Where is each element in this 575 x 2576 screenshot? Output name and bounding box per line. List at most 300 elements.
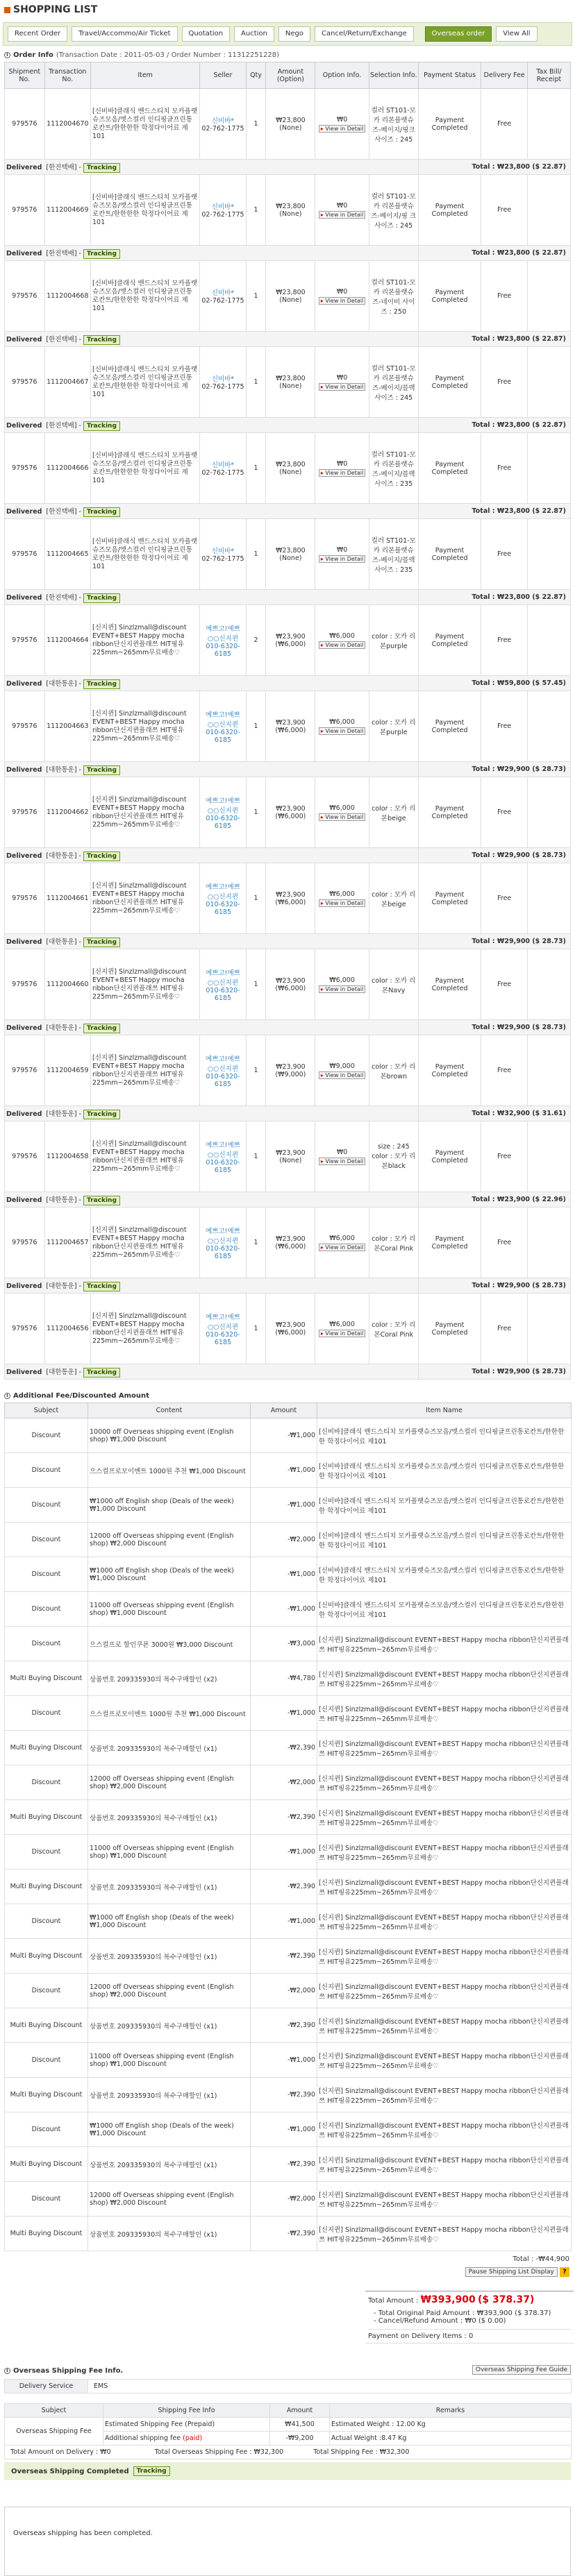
seller-phone: 02-762-1775 [201, 211, 244, 219]
qty: 2 [246, 605, 266, 676]
tab-bar [3, 22, 572, 46]
seller-link[interactable]: 신비바* [211, 203, 235, 211]
transaction-no: 1112004656 [44, 1294, 90, 1364]
discount-row [5, 1974, 572, 2008]
selection-info: color : 모카 리본Coral Pink [369, 1294, 418, 1364]
shipment-no: 979576 [5, 949, 45, 1020]
item-name[interactable]: [신지퀸] Sinzlzmall@discount EVENT+BEST Happy mocha ribbon단신지퀸플래쯔 HIT핑유225mm~265mm무료배송♡ [91, 1208, 200, 1278]
amount: ₩23,900 [276, 632, 306, 641]
qty: 1 [246, 1294, 266, 1364]
option-price: ₩0 [336, 201, 348, 210]
seller-link[interactable]: 신비바* [211, 117, 235, 125]
courier-name: [대한통운] [46, 938, 77, 946]
delivery-status: Delivered [6, 1368, 42, 1376]
delivery-status-cell [5, 934, 419, 949]
amount: ₩23,800 [276, 546, 306, 554]
selection-info: color : 모카 리본purple [369, 691, 418, 762]
tracking-button[interactable]: Tracking [83, 593, 120, 603]
option-cell [315, 1035, 369, 1106]
seller-link[interactable]: 신비바* [211, 461, 235, 469]
delivery-status: Delivered [6, 421, 42, 430]
pause-shipping-list-button[interactable]: Pause Shipping List Display [465, 2267, 558, 2277]
view-detail-button[interactable]: ▸ View in Detail [319, 899, 366, 907]
tab-5[interactable]: Cancel/Return/Exchange [315, 26, 414, 42]
item-name[interactable]: [신지퀸] Sinzlzmall@discount EVENT+BEST Happy mocha ribbon단신지퀸플래쯔 HIT핑유225mm~265mm무료배송♡ [91, 949, 200, 1020]
delivery-service-table [4, 2379, 572, 2393]
discount-col-0: Subject [5, 1403, 88, 1418]
detail-arrow-icon: ▸ [320, 1330, 326, 1337]
amount: ₩23,900 [276, 890, 306, 899]
item-name[interactable]: [신지퀸] Sinzlzmall@discount EVENT+BEST Happy mocha ribbon단신지퀸플래쯔 HIT핑유225mm~265mm무료배송♡ [91, 691, 200, 762]
info-icon: i [4, 52, 10, 58]
seller-cell [200, 519, 246, 590]
discount-content: 상품번호 209335930의 복수구매할인 (x1) [88, 2217, 251, 2251]
discount-item: [신비바]클래식 밴드스티치 모카플랫슈즈모음/엣스컬러 인디핑글프린통로칸트/한한한한 학정다이어료 제101 [317, 1592, 572, 1627]
delivery-status-cell [5, 504, 419, 519]
seller-cell [200, 691, 246, 762]
seller-phone: 02-762-1775 [201, 555, 244, 563]
payment-status: Payment Completed [418, 433, 481, 504]
amount-cell [266, 1035, 315, 1106]
option-price: ₩0 [336, 373, 348, 382]
delivery-status-cell [5, 160, 419, 175]
order-row [5, 1035, 571, 1106]
discount-row [5, 1488, 572, 1523]
option-price: ₩6,000 [329, 1320, 355, 1328]
discount-row [5, 1696, 572, 1731]
tax-bill [527, 1294, 570, 1364]
total-amount-usd: ($ 378.37) [477, 2294, 535, 2305]
tracking-button[interactable]: Tracking [83, 1196, 120, 1205]
view-detail-button[interactable]: ▸ View in Detail [319, 125, 366, 133]
seller-link[interactable]: 신비바* [211, 375, 235, 383]
courier-name: [대한통운] [46, 1110, 77, 1118]
tracking-button[interactable]: Tracking [83, 1110, 120, 1119]
tab-3[interactable]: Auction [234, 26, 274, 42]
courier-name: [대한통운] [46, 765, 77, 774]
tracking-button[interactable]: Tracking [83, 421, 120, 431]
amount-cell [266, 777, 315, 848]
payment-status: Payment Completed [418, 691, 481, 762]
seller-link[interactable]: 예쁘고!예쁘 ○○신지퀸 010-6320-6185 [206, 1055, 240, 1088]
discount-amount: -₩2,390 [251, 1800, 317, 1835]
item-name[interactable]: [신지퀸] Sinzlzmall@discount EVENT+BEST Happy mocha ribbon단신지퀸플래쯔 HIT핑유225mm~265mm무료배송♡ [91, 863, 200, 934]
seller-cell [200, 863, 246, 934]
amount-option: (₩6,000) [275, 898, 306, 906]
cancel-refund-line: - Cancel/Refund Amount : ₩0 ($ 0.00) [374, 2317, 506, 2325]
payment-status: Payment Completed [418, 1121, 481, 1192]
payment-status: Payment Completed [418, 863, 481, 934]
qty: 1 [246, 1035, 266, 1106]
detail-arrow-icon: ▸ [320, 211, 326, 218]
order-col-10: Tax Bill/ Receipt [527, 62, 570, 89]
overseas-tracking-button[interactable]: Tracking [133, 2466, 170, 2476]
delivery-status: Delivered [6, 679, 42, 688]
delivery-fee: Free [481, 519, 527, 590]
order-info-meta: (Transaction Date : 2011-05-03 / Order Number : 11312251228) [56, 51, 279, 59]
discount-amount: -₩2,390 [251, 1731, 317, 1765]
seller-cell [200, 1294, 246, 1364]
shipment-no: 979576 [5, 1208, 45, 1278]
seller-link[interactable]: 예쁘고!예쁘 ○○신지퀸 010-6320-6185 [206, 1141, 240, 1174]
discount-amount: -₩1,000 [251, 1592, 317, 1627]
row-total: Total : ₩23,800 ($ 22.87) [418, 246, 570, 261]
order-summary [365, 2291, 574, 2344]
discount-amount: -₩1,000 [251, 2043, 317, 2078]
item-name[interactable]: [신지퀸] Sinzlzmall@discount EVENT+BEST Happy mocha ribbon단신지퀸플래쯔 HIT핑유225mm~265mm무료배송♡ [91, 1121, 200, 1192]
item-name[interactable]: [신비바]클래식 밴드스티치 모카플랫슈즈모음/엣스컬러 인디핑글프린통로칸트/한한한한 학정다이어료 제101 [91, 89, 200, 160]
option-cell [315, 691, 369, 762]
discount-item: [신지퀸] Sinzlzmall@discount EVENT+BEST Happy mocha ribbon단신지퀸플래쯔 HIT핑유225mm~265mm무료배송♡ [317, 2112, 572, 2147]
delivery-status: Delivered [6, 1024, 42, 1032]
shipping-message: Overseas shipping has been completed. [4, 2507, 571, 2576]
qty: 1 [246, 949, 266, 1020]
discount-subject: Discount [5, 1835, 88, 1870]
tax-bill [527, 433, 570, 504]
order-table-header [5, 62, 571, 89]
item-name[interactable]: [신지퀸] Sinzlzmall@discount EVENT+BEST Happy mocha ribbon단신지퀸플래쯔 HIT핑유225mm~265mm무료배송♡ [91, 777, 200, 848]
view-detail-button[interactable]: ▸ View in Detail [319, 1071, 366, 1079]
courier-name: [대한통운] [46, 1024, 77, 1032]
seller-cell [200, 433, 246, 504]
row-total: Total : ₩23,800 ($ 22.87) [418, 418, 570, 433]
delivery-status-row [5, 1020, 571, 1035]
amount: ₩23,900 [276, 718, 306, 727]
amount-cell [266, 347, 315, 418]
ship-col-1: Shipping Fee Info [103, 2404, 270, 2418]
shipment-no: 979576 [5, 777, 45, 848]
payment-status: Payment Completed [418, 1294, 481, 1364]
shipment-no: 979576 [5, 261, 45, 332]
discount-amount: -₩2,000 [251, 1765, 317, 1800]
seller-phone: 02-762-1775 [201, 469, 244, 477]
seller-cell [200, 175, 246, 246]
amount-cell [266, 605, 315, 676]
tax-bill [527, 261, 570, 332]
order-col-6: Option Info. [315, 62, 369, 89]
view-detail-button[interactable]: ▸ View in Detail [319, 813, 366, 821]
order-col-8: Payment Status [418, 62, 481, 89]
info-icon: i [4, 1393, 10, 1399]
discount-amount: -₩2,000 [251, 1523, 317, 1557]
discount-content: 11000 off Overseas shipping event (English shop) ₩1,000 Discount [88, 1592, 251, 1627]
discount-subject: Discount [5, 2112, 88, 2147]
seller-cell [200, 347, 246, 418]
tracking-button[interactable]: Tracking [83, 765, 120, 775]
selection-info: color : 모카 리본beige [369, 777, 418, 848]
seller-link[interactable]: 예쁘고!예쁘 ○○신지퀸 010-6320-6185 [206, 969, 240, 1002]
tax-bill [527, 519, 570, 590]
amount-cell [266, 519, 315, 590]
option-cell [315, 519, 369, 590]
page-title-text: SHOPPING LIST [13, 4, 98, 15]
discount-content: 12000 off Overseas shipping event (English shop) ₩2,000 Discount [88, 1523, 251, 1557]
tracking-button[interactable]: Tracking [83, 1368, 120, 1378]
shipment-no: 979576 [5, 1294, 45, 1364]
amount: ₩23,900 [276, 1321, 306, 1329]
discount-content: 으스컬프로모이벤트 1000원 추천 ₩1,000 Discount [88, 1696, 251, 1731]
seller-link[interactable]: 신비바* [211, 289, 235, 297]
option-price: ₩6,000 [329, 632, 355, 640]
tracking-button[interactable]: Tracking [83, 938, 120, 947]
discount-item: [신지퀸] Sinzlzmall@discount EVENT+BEST Happy mocha ribbon단신지퀸플래쯔 HIT핑유225mm~265mm무료배송♡ [317, 1696, 572, 1731]
seller-link[interactable]: 예쁘고!예쁘 ○○신지퀸 010-6320-6185 [206, 1227, 240, 1260]
discount-content: 으스컬프로모이벤트 1000원 추천 ₩1,000 Discount [88, 1453, 251, 1488]
delivery-status-cell [5, 1364, 419, 1380]
amount: ₩23,800 [276, 460, 306, 468]
discount-subject: Discount [5, 2182, 88, 2217]
detail-arrow-icon: ▸ [320, 1158, 326, 1164]
tax-bill [527, 89, 570, 160]
courier-name: [대한통운] [46, 851, 77, 860]
shipment-no: 979576 [5, 691, 45, 762]
delivery-fee: Free [481, 1121, 527, 1192]
view-detail-button[interactable]: ▸ View in Detail [319, 641, 366, 649]
item-name[interactable]: [신지퀸] Sinzlzmall@discount EVENT+BEST Happy mocha ribbon단신지퀸플래쯔 HIT핑유225mm~265mm무료배송♡ [91, 605, 200, 676]
ship-col-2: Amount [270, 2404, 330, 2418]
discount-amount: -₩4,780 [251, 1661, 317, 1696]
item-name[interactable]: [신비바]클래식 밴드스티치 모카플랫슈즈모음/엣스컬러 인디핑글프린통로칸트/한한한한 학정다이어료 제101 [91, 175, 200, 246]
transaction-no: 1112004668 [44, 261, 90, 332]
discount-item: [신비바]클래식 밴드스티치 모카플랫슈즈모음/엣스컬러 인디핑글프린통로칸트/한한한한 학정다이어료 제101 [317, 1557, 572, 1592]
view-detail-button[interactable]: ▸ View in Detail [319, 727, 366, 735]
payment-status: Payment Completed [418, 949, 481, 1020]
shipment-no: 979576 [5, 519, 45, 590]
overseas-shipping-fee-guide-button[interactable]: Overseas Shipping Fee Guide [472, 2365, 571, 2375]
view-detail-button[interactable]: ▸ View in Detail [319, 985, 366, 993]
view-detail-button[interactable]: ▸ View in Detail [319, 1158, 366, 1165]
overseas-shipping-completed: Overseas Shipping Completed Tracking [4, 2462, 571, 2480]
tax-bill [527, 777, 570, 848]
delivery-fee: Free [481, 347, 527, 418]
discount-row [5, 2217, 572, 2251]
shipment-no: 979576 [5, 1035, 45, 1106]
transaction-no: 1112004666 [44, 433, 90, 504]
tab-6[interactable]: Overseas order [425, 26, 492, 42]
tracking-button[interactable]: Tracking [83, 335, 120, 345]
tax-bill [527, 691, 570, 762]
info-icon: i [4, 2368, 10, 2374]
amount: ₩23,900 [276, 804, 306, 813]
delivery-fee: Free [481, 949, 527, 1020]
discount-subject: Discount [5, 1765, 88, 1800]
discount-subject: Discount [5, 1696, 88, 1731]
item-name[interactable]: [신지퀸] Sinzlzmall@discount EVENT+BEST Happy mocha ribbon단신지퀸플래쯔 HIT핑유225mm~265mm무료배송♡ [91, 1035, 200, 1106]
selection-info: 컬러 ST101-모카 리본플랫슈 즈-베이지/핑 크 사이즈 : 245 [369, 175, 418, 246]
payment-status: Payment Completed [418, 1208, 481, 1278]
transaction-no: 1112004664 [44, 605, 90, 676]
overseas-header [0, 2362, 575, 2378]
seller-link[interactable]: 예쁘고!예쁘 ○○신지퀸 010-6320-6185 [206, 797, 240, 830]
additional-fee-cell: Additional shipping fee (paid) [103, 2432, 270, 2446]
qty: 1 [246, 519, 266, 590]
delivery-status-cell [5, 1278, 419, 1294]
discount-subject: Multi Buying Discount [5, 1800, 88, 1835]
help-icon[interactable]: ? [560, 2267, 569, 2277]
discount-row [5, 1870, 572, 1904]
tracking-button[interactable]: Tracking [83, 249, 120, 259]
discount-row [5, 2078, 572, 2112]
tracking-button[interactable]: Tracking [83, 679, 120, 689]
shipment-no: 979576 [5, 347, 45, 418]
discount-row [5, 1731, 572, 1765]
option-price: ₩0 [336, 1148, 348, 1156]
item-name[interactable]: [신비바]클래식 밴드스티치 모카플랫슈즈모음/엣스컬러 인디핑글프린통로칸트/한한한한 학정다이어료 제101 [91, 347, 200, 418]
selection-info: color : 모카 리본beige [369, 863, 418, 934]
discount-item: [신지퀸] Sinzlzmall@discount EVENT+BEST Happy mocha ribbon단신지퀸플래쯔 HIT핑유225mm~265mm무료배송♡ [317, 1765, 572, 1800]
order-col-9: Delivery Fee [481, 62, 527, 89]
detail-arrow-icon: ▸ [320, 641, 326, 648]
discount-content: 상품번호 209335930의 복수구매할인 (x1) [88, 1731, 251, 1765]
discount-row [5, 1765, 572, 1800]
delivery-status-row [5, 1364, 571, 1380]
seller-phone: 02-762-1775 [201, 383, 244, 391]
seller-link[interactable]: 예쁘고!예쁘 ○○신지퀸 010-6320-6185 [206, 625, 240, 658]
discount-amount: -₩2,000 [251, 1974, 317, 2008]
discount-subject: Discount [5, 1557, 88, 1592]
amount-cell [266, 433, 315, 504]
discount-row [5, 1939, 572, 1974]
delivery-status: Delivered [6, 163, 42, 171]
discount-row [5, 1904, 572, 1939]
total-amount-line: Total Amount : ₩393,900 ($ 378.37) [368, 2294, 535, 2305]
detail-arrow-icon: ▸ [320, 727, 326, 734]
seller-link[interactable]: 예쁘고!예쁘 ○○신지퀸 010-6320-6185 [206, 1313, 240, 1346]
discount-content: ₩1000 off English shop (Deals of the week) ₩1,000 Discount [88, 1488, 251, 1523]
seller-link[interactable]: 신비바* [211, 548, 235, 555]
tracking-button[interactable]: Tracking [83, 507, 120, 517]
discount-content: 상품번호 209335930의 복수구매할인 (x1) [88, 1870, 251, 1904]
item-name[interactable]: [신비바]클래식 밴드스티치 모카플랫슈즈모음/엣스컬러 인디핑글프린통로칸트/한한한한 학정다이어료 제101 [91, 433, 200, 504]
discount-item: [신지퀸] Sinzlzmall@discount EVENT+BEST Happy mocha ribbon단신지퀸플래쯔 HIT핑유225mm~265mm무료배송♡ [317, 2008, 572, 2043]
discount-content: 상품번호 209335930의 복수구매할인 (x1) [88, 1939, 251, 1974]
amount-cell [266, 1121, 315, 1192]
item-name[interactable]: [신비바]클래식 밴드스티치 모카플랫슈즈모음/엣스컬러 인디핑글프린통로칸트/한한한한 학정다이어료 제101 [91, 519, 200, 590]
view-detail-button[interactable]: ▸ View in Detail [319, 383, 366, 391]
detail-arrow-icon: ▸ [320, 383, 326, 390]
transaction-no: 1112004659 [44, 1035, 90, 1106]
qty: 1 [246, 777, 266, 848]
delivery-fee: Free [481, 1035, 527, 1106]
discount-subject: Discount [5, 1904, 88, 1939]
qty: 1 [246, 863, 266, 934]
payment-status: Payment Completed [418, 89, 481, 160]
shipment-no: 979576 [5, 863, 45, 934]
overseas-fee-table [4, 2403, 572, 2459]
discount-item: [신지퀸] Sinzlzmall@discount EVENT+BEST Happy mocha ribbon단신지퀸플래쯔 HIT핑유225mm~265mm무료배송♡ [317, 2043, 572, 2078]
tab-2[interactable]: Quotation [182, 26, 231, 42]
discount-subject: Discount [5, 1523, 88, 1557]
discount-subject: Discount [5, 1488, 88, 1523]
view-detail-button[interactable]: ▸ View in Detail [319, 555, 366, 563]
order-col-7: Selection Info. [369, 62, 418, 89]
view-detail-button[interactable]: ▸ View in Detail [319, 1330, 366, 1337]
qty: 1 [246, 89, 266, 160]
delivery-status-row [5, 848, 571, 863]
amount: ₩23,900 [276, 976, 306, 985]
selection-info: color : 모카 리본brown [369, 1035, 418, 1106]
tracking-button[interactable]: Tracking [83, 1282, 120, 1291]
courier-name: [한진택배] [46, 593, 77, 602]
item-name[interactable]: [신지퀸] Sinzlzmall@discount EVENT+BEST Happy mocha ribbon단신지퀸플래쯔 HIT핑유225mm~265mm무료배송♡ [91, 1294, 200, 1364]
discount-item: [신지퀸] Sinzlzmall@discount EVENT+BEST Happy mocha ribbon단신지퀸플래쯔 HIT핑유225mm~265mm무료배송♡ [317, 1904, 572, 1939]
discount-row [5, 1800, 572, 1835]
estimated-fee-label: Estimated Shipping Fee (Prepaid) [103, 2418, 270, 2432]
discount-subject: Discount [5, 1974, 88, 2008]
delivery-status: Delivered [6, 938, 42, 946]
detail-arrow-icon: ▸ [320, 1244, 326, 1251]
estimated-weight: Estimated Weight : 12.00 Kg [330, 2418, 572, 2432]
page-title [4, 4, 571, 15]
amount-option: (₩6,000) [275, 984, 306, 992]
seller-cell [200, 1208, 246, 1278]
tab-1[interactable]: Travel/Accommo/Air Ticket [72, 26, 177, 42]
option-price: ₩6,000 [329, 718, 355, 726]
view-detail-button[interactable]: ▸ View in Detail [319, 1244, 366, 1251]
discount-item: [신지퀸] Sinzlzmall@discount EVENT+BEST Happy mocha ribbon단신지퀸플래쯔 HIT핑유225mm~265mm무료배송♡ [317, 1870, 572, 1904]
tax-bill [527, 1208, 570, 1278]
tab-7[interactable]: View All [496, 26, 537, 42]
discount-item: [신지퀸] Sinzlzmall@discount EVENT+BEST Happy mocha ribbon단신지퀸플래쯔 HIT핑유225mm~265mm무료배송♡ [317, 1800, 572, 1835]
tracking-button[interactable]: Tracking [83, 1024, 120, 1033]
item-name[interactable]: [신비바]클래식 밴드스티치 모카플랫슈즈모음/엣스컬러 인디핑글프린통로칸트/한한한한 학정다이어료 제101 [91, 261, 200, 332]
order-row [5, 347, 571, 418]
row-total: Total : ₩29,900 ($ 28.73) [418, 848, 570, 863]
tab-4[interactable]: Nego [278, 26, 310, 42]
discount-row [5, 1418, 572, 1453]
view-detail-button[interactable]: ▸ View in Detail [319, 469, 366, 477]
discount-row [5, 1523, 572, 1557]
discount-row [5, 2147, 572, 2182]
qty: 1 [246, 347, 266, 418]
detail-arrow-icon: ▸ [320, 555, 326, 562]
amount-option: (None) [279, 124, 302, 132]
option-cell [315, 89, 369, 160]
view-detail-button[interactable]: ▸ View in Detail [319, 297, 366, 305]
row-total: Total : ₩59,800 ($ 57.45) [418, 676, 570, 691]
delivery-status-row [5, 504, 571, 519]
selection-info: color : 모카 리본Navy [369, 949, 418, 1020]
transaction-no: 1112004665 [44, 519, 90, 590]
discount-amount: -₩1,000 [251, 1835, 317, 1870]
discount-row [5, 2043, 572, 2078]
delivery-fee: Free [481, 89, 527, 160]
tab-0[interactable]: Recent Order [8, 26, 67, 42]
tracking-button[interactable]: Tracking [83, 163, 120, 173]
seller-phone: 02-762-1775 [201, 125, 244, 133]
order-info-label: Order Info [13, 51, 53, 59]
amount-cell [266, 1208, 315, 1278]
fee-totals-row: Total Amount on Delivery : ₩0 Total Overseas Shipping Fee : ₩32,300 Total Shipping Fee : ₩32,300 [5, 2446, 572, 2459]
discount-item: [신지퀸] Sinzlzmall@discount EVENT+BEST Happy mocha ribbon단신지퀸플래쯔 HIT핑유225mm~265mm무료배송♡ [317, 2217, 572, 2251]
amount: ₩23,900 [276, 1235, 306, 1243]
discount-amount: -₩1,000 [251, 1904, 317, 1939]
bar-divider: - [78, 851, 81, 860]
view-detail-button[interactable]: ▸ View in Detail [319, 211, 366, 219]
discount-content: ₩1000 off English shop (Deals of the week) ₩1,000 Discount [88, 1557, 251, 1592]
seller-link[interactable]: 예쁘고!예쁘 ○○신지퀸 010-6320-6185 [206, 711, 240, 744]
delivery-fee: Free [481, 691, 527, 762]
amount-cell [266, 863, 315, 934]
selection-info: 컬러 ST101-모카 리본플랫슈 즈-네이비 사이즈 : 250 [369, 261, 418, 332]
seller-link[interactable]: 예쁘고!예쁘 ○○신지퀸 010-6320-6185 [206, 883, 240, 916]
detail-arrow-icon: ▸ [320, 125, 326, 132]
total-amount-krw: ₩393,900 [420, 2294, 476, 2305]
tracking-button[interactable]: Tracking [83, 851, 120, 861]
transaction-no: 1112004660 [44, 949, 90, 1020]
discount-row [5, 1592, 572, 1627]
delivery-status-row [5, 590, 571, 605]
